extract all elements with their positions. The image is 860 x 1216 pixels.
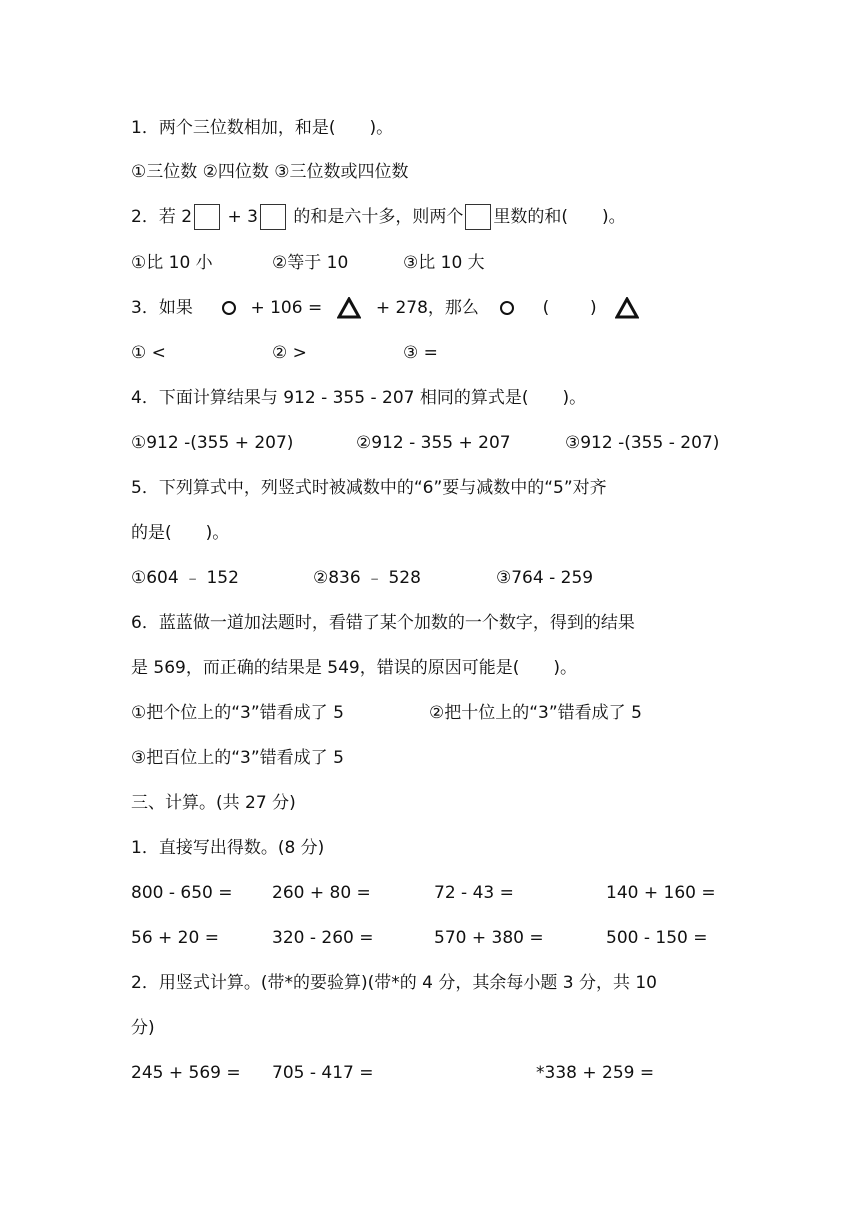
- q3-stem: [131, 293, 639, 323]
- q3-part-e: ): [590, 298, 597, 318]
- q3-part-d: (: [542, 298, 550, 318]
- q3-part-c: + 278，那么: [375, 298, 479, 318]
- q4-option-1: ①912 -(355 + 207): [131, 433, 294, 453]
- s3-p2-title-line-2: 分): [131, 1018, 155, 1038]
- q3-option-3: ③ =: [403, 343, 438, 363]
- q3-option-1: ① <: [131, 343, 166, 363]
- q5-option-1: ①604 ﹣ 152: [131, 568, 239, 588]
- q6-option-1: ①把个位上的“3”错看成了 5: [131, 703, 344, 723]
- vertical-calc-item: 705 - 417 =: [272, 1063, 374, 1083]
- q2-stem: [131, 202, 626, 232]
- q5-option-3: ③764 - 259: [496, 568, 594, 588]
- q3-part-b: + 106 =: [250, 298, 323, 318]
- q2-part-a: 2．若 2: [131, 207, 193, 227]
- q1-options: ①三位数 ②四位数 ③三位数或四位数: [131, 162, 409, 182]
- q2-part-c: 的和是六十多，则两个: [287, 207, 464, 227]
- q2-option-1: ①比 10 小: [131, 253, 213, 273]
- q3-option-2: ② >: [272, 343, 307, 363]
- calc-item: 500 - 150 =: [606, 928, 708, 948]
- q2-part-b: + 3: [222, 207, 258, 227]
- q2-blank-box-3: [465, 204, 491, 230]
- vertical-calc-item: *338 + 259 =: [536, 1063, 655, 1083]
- q4-option-2: ②912 - 355 + 207: [356, 433, 511, 453]
- vertical-calc-item: 245 + 569 =: [131, 1063, 241, 1083]
- triangle-icon: [337, 297, 361, 319]
- calc-item: 260 + 80 =: [272, 883, 371, 903]
- calc-item: 320 - 260 =: [272, 928, 374, 948]
- q6-stem-line-1: 6．蓝蓝做一道加法题时，看错了某个加数的一个数字，得到的结果: [131, 613, 635, 633]
- q6-stem-line-2: 是 569，而正确的结果是 549，错误的原因可能是( )。: [131, 658, 577, 678]
- q1-stem: 1．两个三位数相加，和是( )。: [131, 118, 394, 138]
- calc-item: 56 + 20 =: [131, 928, 219, 948]
- q6-option-2: ②把十位上的“3”错看成了 5: [429, 703, 642, 723]
- triangle-icon: [615, 297, 639, 319]
- q4-option-3: ③912 -(355 - 207): [565, 433, 720, 453]
- q5-option-2: ②836 ﹣ 528: [313, 568, 421, 588]
- calc-item: 72 - 43 =: [434, 883, 514, 903]
- q2-blank-box-2: [260, 204, 286, 230]
- q5-stem-line-2: 的是( )。: [131, 523, 230, 543]
- q5-stem-line-1: 5．下列算式中，列竖式时被减数中的“6”要与减数中的“5”对齐: [131, 478, 607, 498]
- q2-option-3: ③比 10 大: [403, 253, 485, 273]
- section-3-title: 三、计算。(共 27 分): [131, 793, 296, 813]
- calc-item: 570 + 380 =: [434, 928, 544, 948]
- calc-item: 800 - 650 =: [131, 883, 233, 903]
- circle-icon: [500, 301, 514, 315]
- q6-option-3: ③把百位上的“3”错看成了 5: [131, 748, 344, 768]
- s3-p1-title: 1．直接写出得数。(8 分): [131, 838, 325, 858]
- q2-part-d: 里数的和( )。: [493, 207, 626, 227]
- s3-p2-title-line-1: 2．用竖式计算。(带*的要验算)(带*的 4 分，其余每小题 3 分，共 10: [131, 973, 657, 993]
- q4-stem: 4．下面计算结果与 912 - 355 - 207 相同的算式是( )。: [131, 388, 587, 408]
- circle-icon: [222, 301, 236, 315]
- calc-item: 140 + 160 =: [606, 883, 716, 903]
- q3-part-a: 3．如果: [131, 298, 193, 318]
- q2-blank-box-1: [194, 204, 220, 230]
- q2-option-2: ②等于 10: [272, 253, 349, 273]
